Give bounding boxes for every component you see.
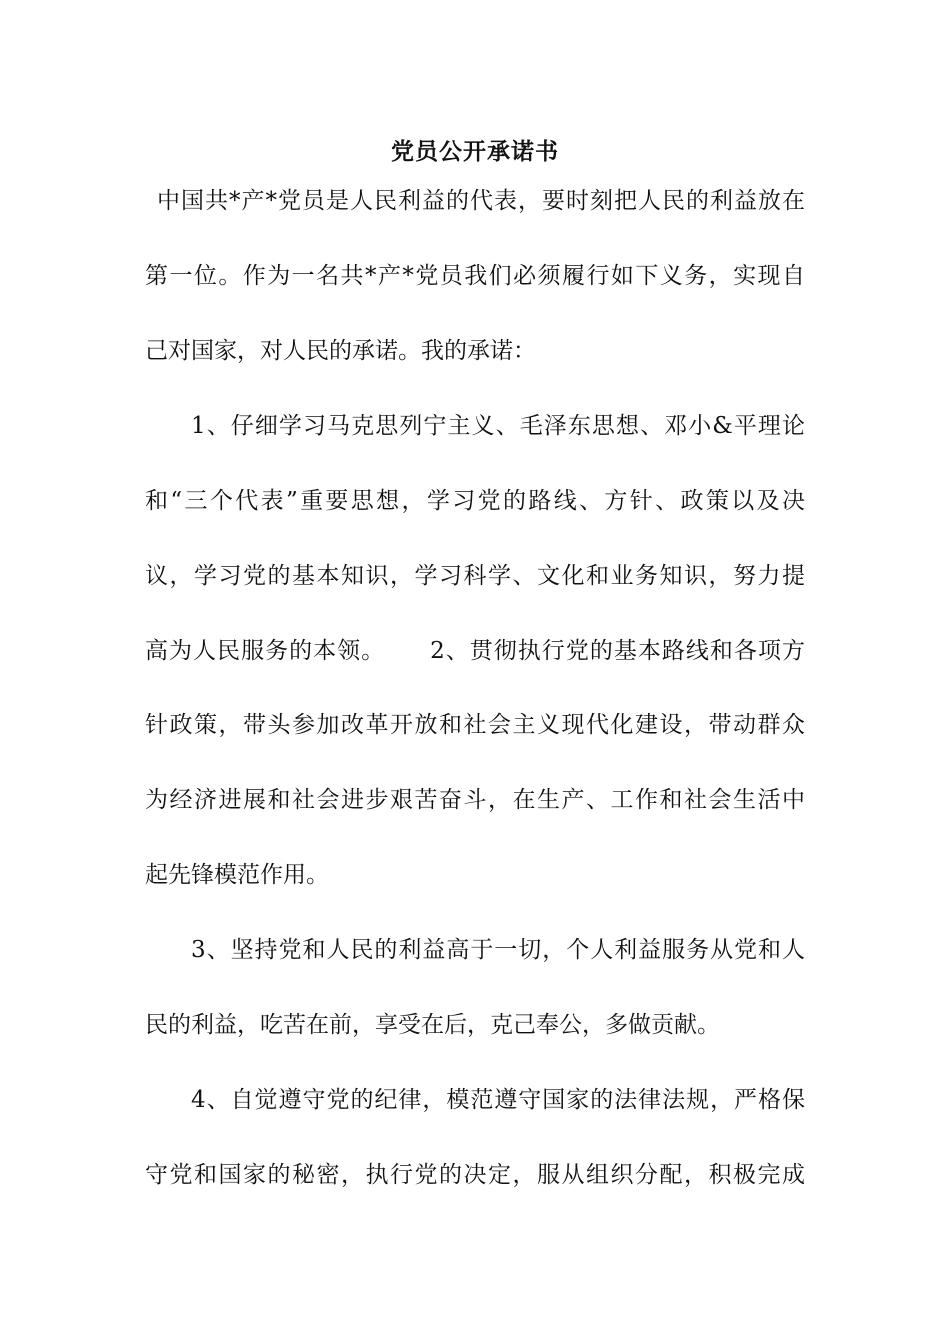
paragraph-line: 第一位。作为一名共*产*党员我们必须履行如下义务，实现自 [145,263,805,289]
paragraph-line: 和“三个代表”重要思想，学习党的路线、方针、政策以及决 [145,488,805,514]
paragraph-line: 1、仔细学习马克思列宁主义、毛泽东思想、邓小&平理论 [191,413,805,439]
paragraph-line: 为经济进展和社会进步艰苦奋斗，在生产、工作和社会生活中 [145,787,805,813]
paragraph-line: 4、自觉遵守党的纪律，模范遵守国家的法律法规，严格保 [191,1087,805,1113]
paragraph-line: 3、坚持党和人民的利益高于一切，个人利益服务从党和人 [191,937,805,963]
paragraph-line: 起先锋模范作用。 [145,862,329,888]
paragraph-line: 己对国家，对人民的承诺。我的承诺： [145,338,536,364]
paragraph-line: 针政策，带头参加改革开放和社会主义现代化建设，带动群众 [145,712,805,738]
paragraph-line: 中国共*产*党员是人民利益的代表，要时刻把人民的利益放在 [157,188,805,214]
paragraph-line: 民的利益，吃苦在前，享受在后，克己奉公，多做贡献。 [145,1012,720,1038]
paragraph-line: 高为人民服务的本领。 2、贯彻执行党的基本路线和各项方 [145,638,805,664]
paragraph-line: 议，学习党的基本知识，学习科学、文化和业务知识，努力提 [145,563,805,589]
paragraph-line: 守党和国家的秘密，执行党的决定，服从组织分配，积极完成 [145,1162,805,1188]
document-title: 党员公开承诺书 [391,138,559,165]
